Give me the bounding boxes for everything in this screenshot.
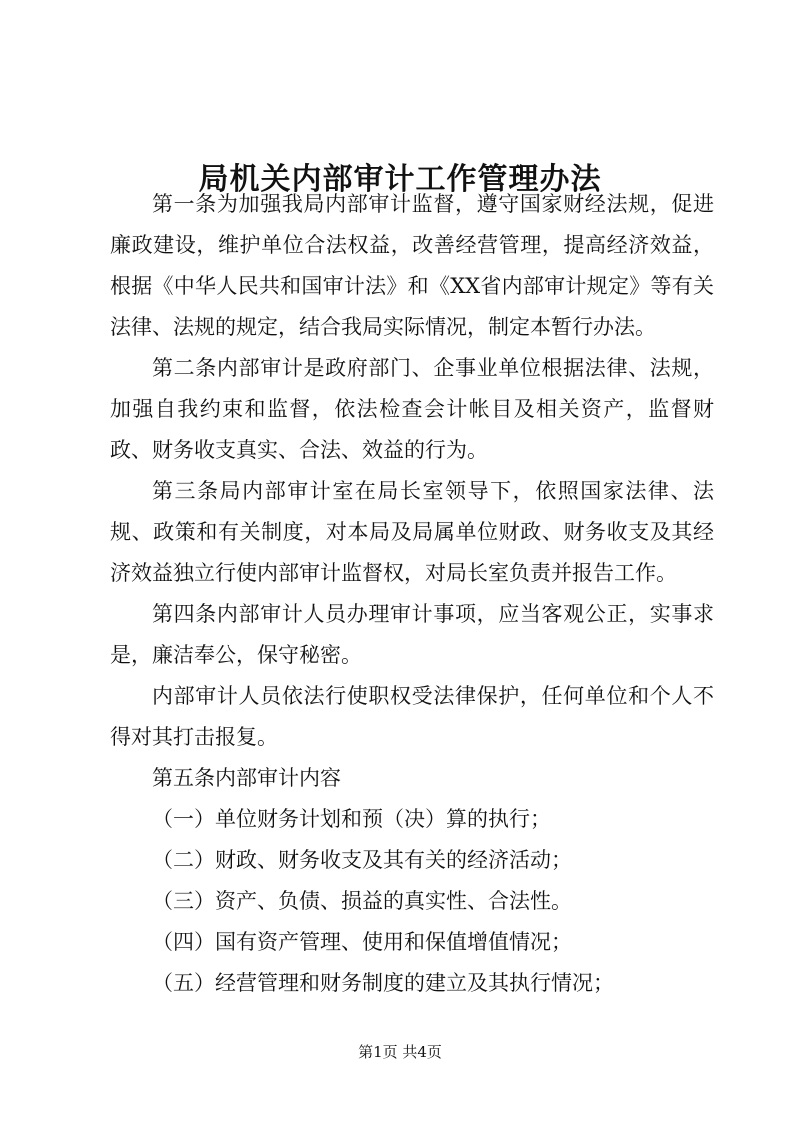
list-item: （四）国有资产管理、使用和保值增值情况； (152, 930, 572, 954)
paragraph-article-3: 第三条局内部审计室在局长室领导下，依照国家法律、法规、政策和有关制度，对本局及局属单位财政、财务收支及其经济效益独立行使内部审计监督权，对局长室负责并报告工作。 (110, 479, 714, 585)
document-title: 局机关内部审计工作管理办法 (198, 162, 602, 198)
page-indicator: 第1页 共4页 (358, 1043, 442, 1061)
list-item: （一）单位财务计划和预（决）算的执行； (152, 807, 551, 831)
list-item: （三）资产、负债、损益的真实性、合法性。 (152, 889, 572, 913)
paragraph-article-2: 第二条内部审计是政府部门、企事业单位根据法律、法规，加强自我约束和监督，依法检查会计帐目及相关资产，监督财政、财务收支真实、合法、效益的行为。 (110, 356, 714, 462)
document-body (110, 184, 714, 1004)
list-item: （二）财政、财务收支及其有关的经济活动； (152, 848, 572, 872)
paragraph-article-1: 第一条为加强我局内部审计监督，遵守国家财经法规，促进廉政建设，维护单位合法权益，改善经营管理，提高经济效益，根据《中华人民共和国审计法》和《XX省内部审计规定》等有关法律、法规的规定，结合我局实际情况，制定本暂行办法。 (110, 192, 714, 339)
paragraph-protection: 内部审计人员依法行使职权受法律保护，任何单位和个人不得对其打击报复。 (110, 684, 714, 749)
paragraph-article-4: 第四条内部审计人员办理审计事项，应当客观公正，实事求是，廉洁奉公，保守秘密。 (110, 602, 714, 667)
audit-content-list (110, 799, 714, 1004)
paragraph-article-5-heading: 第五条内部审计内容 (152, 766, 341, 790)
list-item: （五）经营管理和财务制度的建立及其执行情况； (152, 971, 614, 995)
